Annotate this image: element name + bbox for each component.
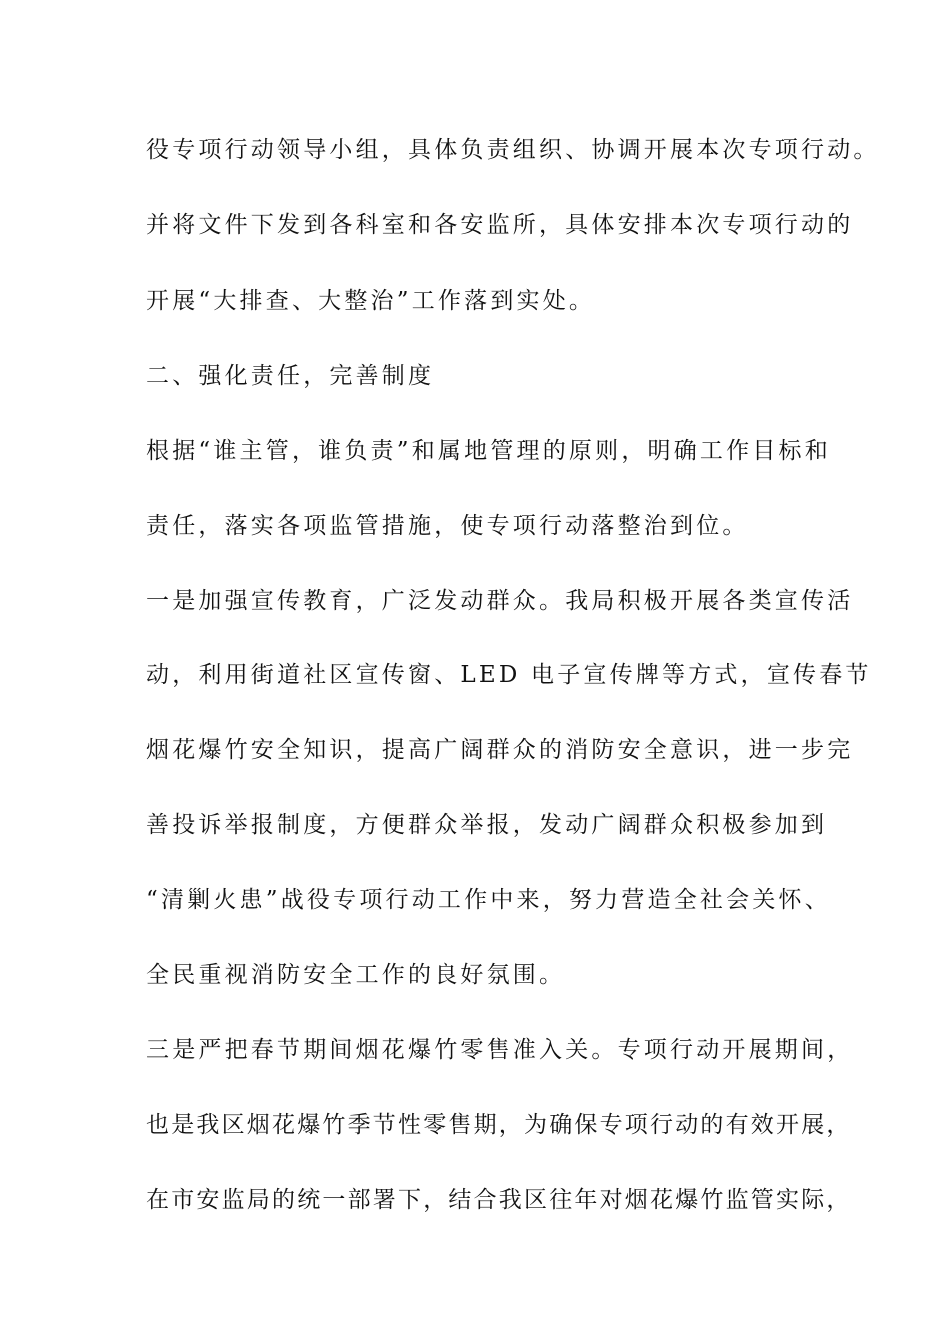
text-line-7: 一是加强宣传教育，广泛发动群众。我局积极开展各类宣传活 <box>146 588 854 614</box>
text-line-2: 并将文件下发到各科室和各安监所，具体安排本次专项行动的 <box>146 212 854 238</box>
text-line-15: 在市安监局的统一部署下，结合我区往年对烟花爆竹监管实际， <box>146 1187 852 1213</box>
text-line-9: 烟花爆竹安全知识，提高广阔群众的消防安全意识，进一步完 <box>146 737 854 763</box>
text-line-12: 全民重视消防安全工作的良好氛围。 <box>146 962 566 988</box>
text-line-1: 役专项行动领导小组，具体负责组织、协调开展本次专项行动。 <box>146 137 880 163</box>
text-line-6: 责任，落实各项监管措施，使专项行动落整治到位。 <box>146 513 749 539</box>
text-line-14: 也是我区烟花爆竹季节性零售期，为确保专项行动的有效开展， <box>146 1112 852 1138</box>
text-line-10: 善投诉举报制度，方便群众举报，发动广阔群众积极参加到 <box>146 812 828 838</box>
text-line-5: 根据“谁主管，谁负责”和属地管理的原则，明确工作目标和 <box>146 438 831 464</box>
text-line-3: 开展“大排查、大整治”工作落到实处。 <box>146 288 596 314</box>
text-line-11: “清剿火患”战役专项行动工作中来，努力营造全社会关怀、 <box>146 887 831 913</box>
section-heading: 二、强化责任，完善制度 <box>146 363 435 389</box>
text-line-13: 三是严把春节期间烟花爆竹零售准入关。专项行动开展期间， <box>146 1037 854 1063</box>
text-line-8: 动，利用街道社区宣传窗、LED 电子宣传牌等方式，宣传春节 <box>146 662 872 688</box>
